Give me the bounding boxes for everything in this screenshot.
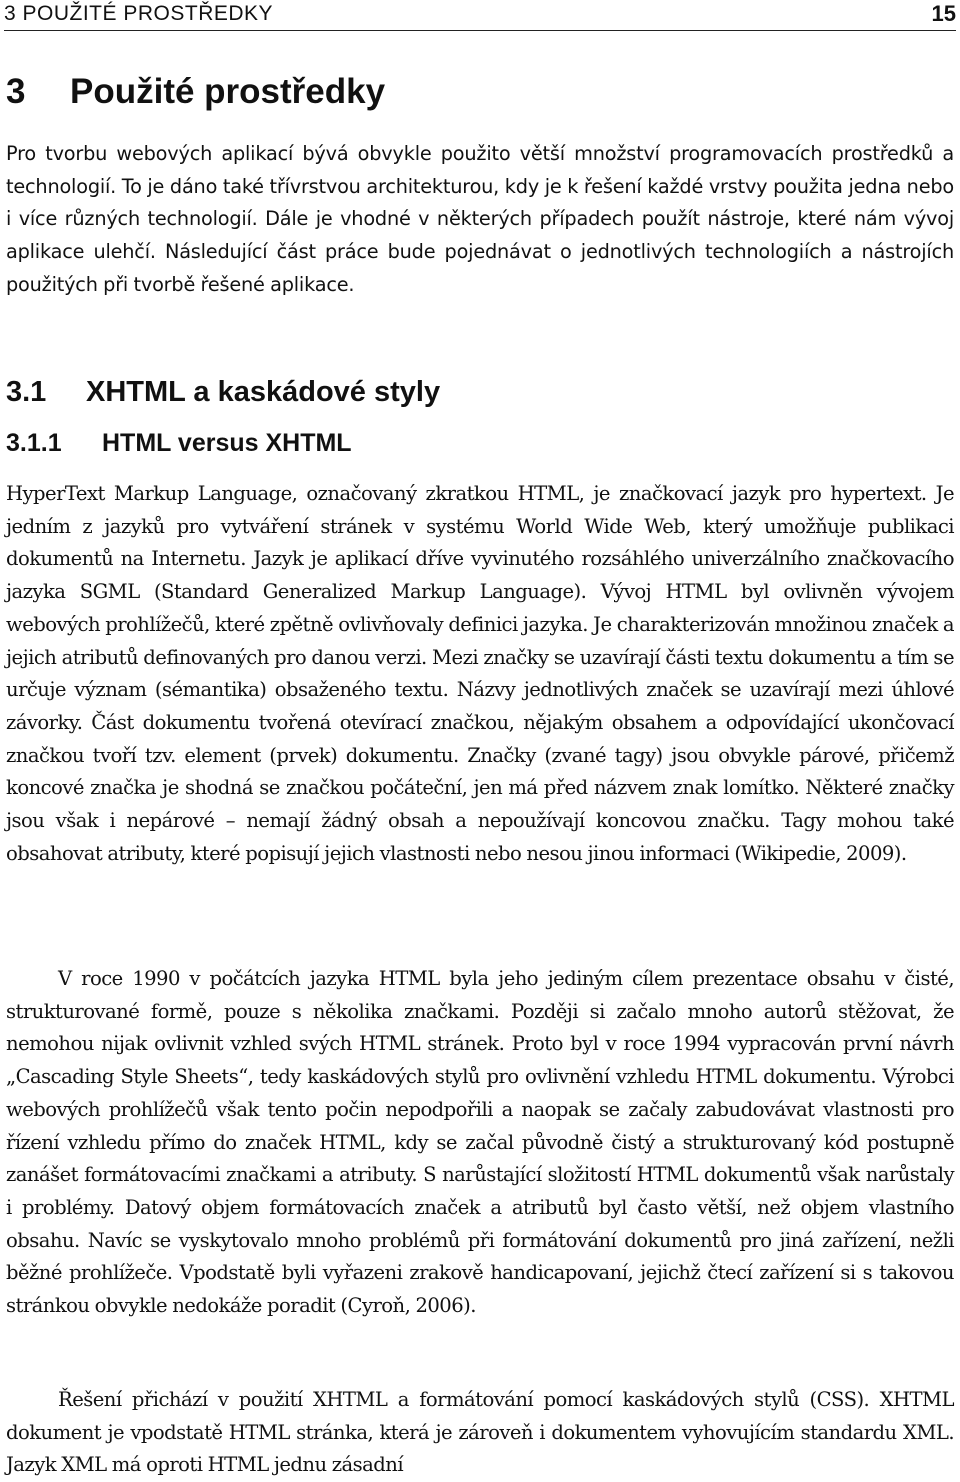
subsection-title	[6, 373, 440, 411]
section-title	[6, 70, 385, 114]
subsubsection-title	[6, 426, 352, 460]
section-number: 3	[6, 72, 26, 111]
subsection-title-text: XHTML a kaskádové styly	[86, 376, 441, 408]
intro-paragraph: Pro tvorbu webových aplikací bývá obvykle použito větší množství programovacích prostředků a technologií. To je dáno také třívrstvou architekturou, kdy je k řešení každé vrstvy použita jedna nebo i více různých technologií. Dále je vhodné v některých případech použít nástroje, které nám vývoj aplikace ulehčí. Následující část práce bude pojednávat o jednotlivých technologiích a nástrojích použitých při tvorbě řešené aplikace.	[6, 142, 954, 296]
section-title-text: Použité prostředky	[70, 72, 386, 111]
chapter-header: 3 POUŽITÉ PROSTŘEDKY	[4, 2, 274, 25]
subsection-number: 3.1	[6, 376, 47, 408]
page-number: 15	[931, 1, 956, 26]
subsubsection-title-text: HTML versus XHTML	[102, 429, 352, 457]
body-paragraph: Řešení přichází v použití XHTML a formátování pomocí kaskádových stylů (CSS). XHTML dokument je vpodstatě HTML stránka, která je zároveň i dokumentem vyhovujícím standardu XML. Jazyk XML má oproti HTML jednu zásadní	[6, 1388, 954, 1477]
body-paragraph: HyperText Markup Language, označovaný zkratkou HTML, je značkovací jazyk pro hypertext. Je jedním z jazyků pro vytváření stránek v systému World Wide Web, který umožňuje publikaci dokumentů na Internetu. Jazyk je aplikací dříve vyvinutého rozsáhlého univerzálního značkovacího jazyka SGML (Standard Generalized Markup Language). Vývoj HTML byl ovlivněn vývojem webových prohlížečů, které zpětně ovlivňovaly definici jazyka. Je charakterizován množinou značek a jejich atributů definovaných pro danou verzi. Mezi značky se uzavírají části textu dokumentu a tím se určuje význam (sémantika) obsaženého textu. Názvy jednotlivých značek se uzavírají mezi úhlové závorky. Část dokumentu tvořená otevírací značkou, nějakým obsahem a odpovídající ukončovací značkou tvoří tzv. element (prvek) dokumentu. Značky (zvané tagy) jsou obvykle párové, přičemž koncové značka je shodná se značkou počáteční, jen má před názvem znak lomítko. Některé značky jsou však i nepárové – nemají žádný obsah a nepoužívají koncovou značku. Tagy mohou také obsahovat atributy, které popisují jejich vlastnosti nebo nesou jinou informaci (Wikipedie, 2009).	[6, 482, 954, 865]
running-header	[4, 0, 956, 31]
subsubsection-number: 3.1.1	[6, 429, 62, 457]
body-paragraph: V roce 1990 v počátcích jazyka HTML byla jeho jediným cílem prezentace obsahu v čisté, strukturované formě, pouze s několika značkami. Později si začalo mnoho autorů stěžovat, že nemohou nijak ovlivnit vzhled svých HTML stránek. Proto byl v roce 1994 vypracován první návrh „Cascading Style Sheets“, tedy kaskádových stylů pro ovlivnění vzhledu HTML dokumentu. Výrobci webových prohlížečů však tento počin nepodpořili a naopak se začaly zabudovávat vlastnosti pro řízení vzhledu přímo do značek HTML, kdy se začal původně čistý a strukturovaný kód postupně zanášet formátovacími značkami a atributy. S narůstající složitostí HTML dokumentů však narůstaly i problémy. Datový objem formátovacích značek a atributů byl často větší, než objem vlastního obsahu. Navíc se vyskytovalo mnoho problémů při formátování dokumentů pro jiná zařízení, nežli běžné prohlížeče. Vpodstatě byli vyřazeni zrakově handicapovaní, jejichž čtecí zařízení si s takovou stránkou obvykle nedokáže poradit (Cyroň, 2006).	[6, 967, 954, 1318]
